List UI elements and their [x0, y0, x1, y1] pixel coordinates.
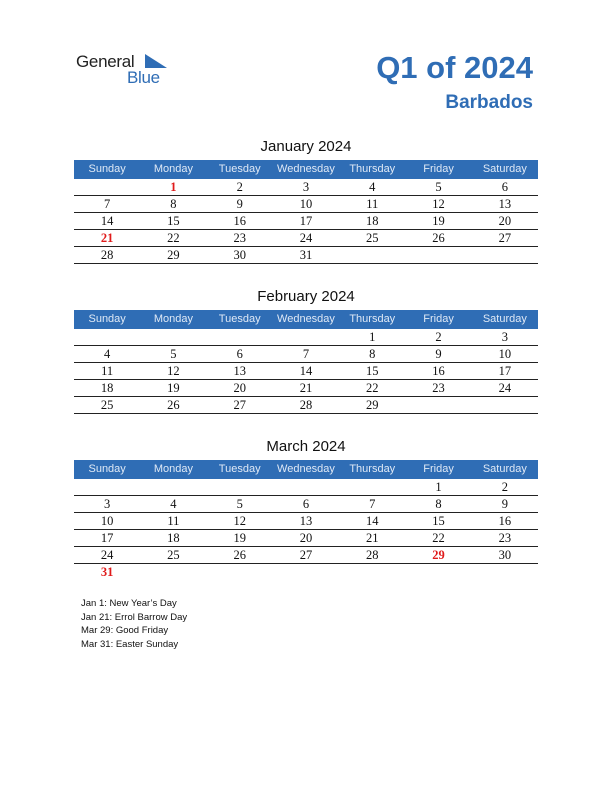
day-cell: 30 [498, 548, 512, 562]
weekday-header: Monday [153, 163, 193, 175]
empty-day-cell [405, 564, 471, 580]
month-january [74, 138, 538, 264]
day-cell: 22 [366, 381, 379, 395]
day-cell: 17 [498, 364, 512, 378]
day-cell: 12 [432, 197, 445, 211]
weekday-header: Saturday [482, 313, 527, 325]
day-cell: 25 [100, 398, 114, 412]
weekday-header: Wednesday [277, 463, 335, 475]
page-title: Q1 of 2024 [376, 50, 533, 85]
month-title: March 2024 [266, 438, 346, 455]
weekday-header-row [74, 460, 538, 479]
day-cell: 11 [101, 364, 114, 378]
week-row [74, 247, 538, 264]
day-cell: 5 [236, 497, 243, 511]
empty-day-cell [140, 564, 206, 580]
day-cell: 25 [366, 231, 379, 245]
week-row [74, 547, 538, 564]
week-row [74, 513, 538, 530]
day-cell: 4 [104, 347, 111, 361]
week-row [74, 397, 538, 414]
day-cell: 3 [104, 497, 111, 511]
day-cell: 16 [432, 364, 445, 378]
general-blue-logo [76, 52, 176, 88]
day-cell: 8 [369, 347, 376, 361]
weekday-header-row [74, 310, 538, 329]
day-cell: 25 [167, 548, 180, 562]
weekday-header: Saturday [482, 163, 527, 175]
day-cell: 12 [233, 514, 246, 528]
day-cell: 3 [302, 180, 310, 194]
month-grid [74, 479, 538, 580]
day-cell: 7 [369, 497, 376, 511]
day-cell: 29 [432, 548, 445, 562]
day-cell: 27 [299, 548, 313, 562]
weekday-header: Thursday [349, 463, 396, 475]
day-cell: 9 [236, 197, 243, 211]
weekday-header: Thursday [349, 163, 396, 175]
day-cell: 20 [498, 214, 512, 228]
weekday-header: Wednesday [277, 313, 335, 325]
month-february [74, 288, 538, 414]
day-cell: 16 [233, 214, 246, 228]
week-row [74, 530, 538, 547]
week-row [74, 179, 538, 196]
week-row [74, 363, 538, 380]
empty-day-cell [405, 397, 471, 413]
day-cell: 9 [435, 347, 442, 361]
weekday-header: Sunday [88, 163, 126, 175]
day-cell: 21 [299, 381, 313, 395]
day-cell: 15 [432, 514, 445, 528]
month-grid [74, 179, 538, 264]
empty-day-cell [207, 564, 273, 580]
empty-day-cell [472, 564, 538, 580]
weekday-header: Friday [423, 463, 454, 475]
week-row [74, 479, 538, 496]
day-cell: 24 [299, 231, 313, 245]
weekday-header: Tuesday [218, 463, 261, 475]
empty-day-cell [405, 247, 471, 263]
day-cell: 29 [366, 398, 379, 412]
day-cell: 18 [100, 381, 114, 395]
day-cell: 28 [100, 248, 114, 262]
week-row [74, 329, 538, 346]
day-cell: 20 [299, 531, 313, 545]
weekday-header: Tuesday [218, 313, 261, 325]
empty-day-cell [273, 564, 339, 580]
day-cell: 18 [366, 214, 379, 228]
empty-day-cell [273, 479, 339, 495]
day-cell: 19 [167, 381, 180, 395]
day-cell: 24 [498, 381, 512, 395]
day-cell: 8 [170, 197, 177, 211]
logo-text-blue: Blue [127, 68, 160, 87]
day-cell: 1 [369, 330, 376, 344]
day-cell: 13 [233, 364, 246, 378]
empty-day-cell [339, 564, 405, 580]
week-row [74, 196, 538, 213]
day-cell: 12 [167, 364, 180, 378]
day-cell: 14 [366, 514, 379, 528]
day-cell: 20 [233, 381, 246, 395]
day-cell: 10 [498, 347, 512, 361]
country-name: Barbados [445, 92, 533, 113]
holiday-note: Mar 29: Good Friday [81, 625, 169, 636]
day-cell: 19 [233, 531, 246, 545]
day-cell: 4 [369, 180, 376, 194]
month-title: January 2024 [260, 138, 352, 155]
day-cell: 7 [302, 347, 310, 361]
weekday-header: Wednesday [277, 163, 335, 175]
empty-day-cell [140, 329, 206, 345]
day-cell: 22 [167, 231, 180, 245]
day-cell: 6 [236, 347, 243, 361]
month-march [74, 438, 538, 580]
weekday-header: Monday [153, 313, 193, 325]
day-cell: 24 [100, 548, 114, 562]
month-title: February 2024 [257, 288, 355, 305]
day-cell: 13 [498, 197, 512, 211]
day-cell: 11 [366, 197, 379, 211]
day-cell: 30 [233, 248, 246, 262]
weekday-header: Friday [423, 313, 454, 325]
day-cell: 14 [299, 364, 313, 378]
weekday-header: Sunday [88, 313, 126, 325]
day-cell: 26 [167, 398, 180, 412]
empty-day-cell [207, 329, 273, 345]
weekday-header: Tuesday [218, 163, 261, 175]
day-cell: 4 [170, 497, 177, 511]
empty-day-cell [472, 397, 538, 413]
day-cell: 23 [233, 231, 246, 245]
day-cell: 2 [435, 330, 442, 344]
weekday-header-row [74, 160, 538, 179]
day-cell: 21 [100, 231, 114, 245]
day-cell: 27 [498, 231, 512, 245]
day-cell: 28 [299, 398, 313, 412]
day-cell: 31 [299, 248, 313, 262]
day-cell: 1 [170, 180, 177, 194]
day-cell: 6 [302, 497, 310, 511]
holiday-note: Mar 31: Easter Sunday [81, 638, 179, 650]
weekday-header: Sunday [88, 463, 126, 475]
day-cell: 26 [432, 231, 445, 245]
day-cell: 10 [100, 514, 114, 528]
empty-day-cell [74, 329, 140, 345]
holiday-note: Jan 1: New Year’s Day [81, 598, 177, 609]
empty-day-cell [339, 247, 405, 263]
day-cell: 18 [167, 531, 180, 545]
day-cell: 26 [233, 548, 246, 562]
logo-text-general: General [76, 52, 135, 71]
day-cell: 11 [167, 514, 180, 528]
weekday-header: Monday [153, 463, 193, 475]
empty-day-cell [74, 179, 140, 195]
day-cell: 1 [435, 480, 442, 494]
weekday-header: Friday [423, 163, 454, 175]
holiday-note: Jan 21: Errol Barrow Day [81, 611, 188, 623]
month-grid [74, 329, 538, 414]
day-cell: 17 [299, 214, 313, 228]
day-cell: 16 [498, 514, 512, 528]
day-cell: 31 [100, 565, 114, 579]
day-cell: 9 [501, 497, 508, 511]
day-cell: 13 [299, 514, 313, 528]
day-cell: 15 [167, 214, 180, 228]
empty-day-cell [74, 479, 140, 495]
empty-day-cell [339, 479, 405, 495]
weekday-header: Thursday [349, 313, 396, 325]
empty-day-cell [140, 479, 206, 495]
logo-triangle-icon [145, 54, 167, 70]
day-cell: 5 [170, 347, 177, 361]
day-cell: 6 [501, 180, 508, 194]
week-row [74, 230, 538, 247]
day-cell: 10 [299, 197, 313, 211]
week-row [74, 213, 538, 230]
day-cell: 2 [501, 480, 508, 494]
week-row [74, 496, 538, 513]
day-cell: 14 [100, 214, 114, 228]
day-cell: 8 [435, 497, 442, 511]
week-row [74, 346, 538, 363]
day-cell: 28 [366, 548, 379, 562]
day-cell: 15 [366, 364, 379, 378]
day-cell: 5 [435, 180, 442, 194]
day-cell: 23 [432, 381, 445, 395]
day-cell: 27 [233, 398, 246, 412]
weekday-header: Saturday [482, 463, 527, 475]
day-cell: 29 [167, 248, 180, 262]
day-cell: 21 [366, 531, 379, 545]
week-row [74, 564, 538, 580]
day-cell: 22 [432, 531, 445, 545]
day-cell: 19 [432, 214, 445, 228]
holiday-notes [81, 597, 187, 651]
day-cell: 2 [236, 180, 243, 194]
day-cell: 17 [100, 531, 114, 545]
week-row [74, 380, 538, 397]
empty-day-cell [207, 479, 273, 495]
empty-day-cell [273, 329, 339, 345]
day-cell: 23 [498, 531, 512, 545]
day-cell: 7 [104, 197, 111, 211]
empty-day-cell [472, 247, 538, 263]
day-cell: 3 [501, 330, 508, 344]
